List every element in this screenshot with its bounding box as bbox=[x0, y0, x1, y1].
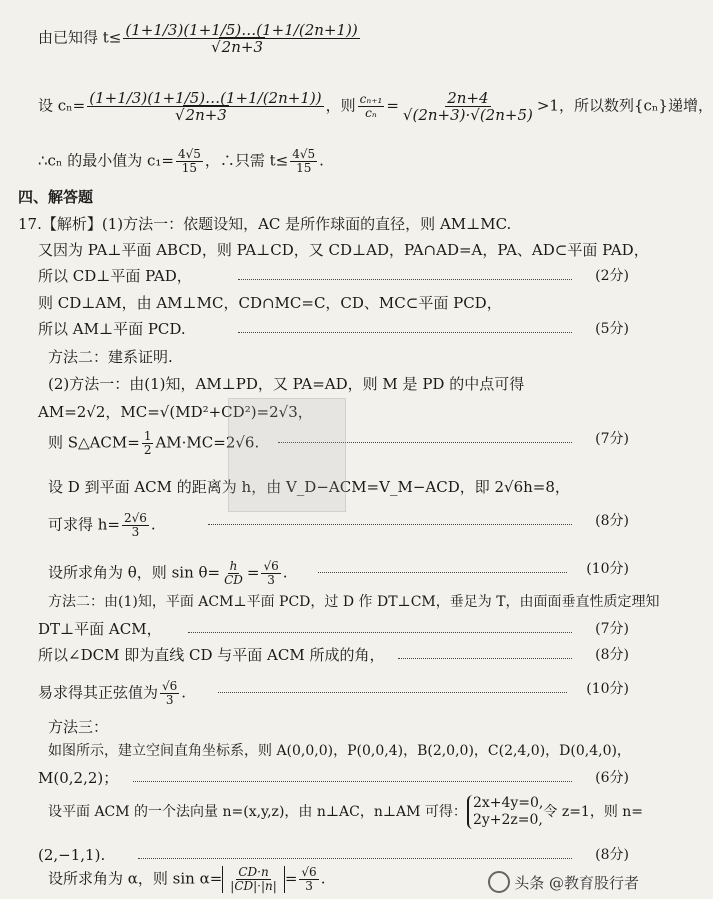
q17-line-5: 所以 AM⊥平面 PCD. (5分) bbox=[38, 320, 629, 338]
section-title: 四、解答题 bbox=[18, 188, 94, 206]
leader-dots bbox=[138, 858, 572, 859]
leader-dots bbox=[188, 632, 572, 633]
leader-dots bbox=[318, 572, 567, 573]
score-label: (8分) bbox=[595, 513, 629, 529]
q17-line-21: (2,−1,1). (8分) bbox=[38, 846, 629, 864]
q17-line-6: 方法二：建系证明. bbox=[48, 348, 173, 366]
q17-line-22: 设所求角为 α，则 sin α= $\frac{CD\cdot n}{|CD|\cdot|n|}$ = $\frac{√6}{3}$ . bbox=[48, 865, 326, 893]
score-label: (7分) bbox=[595, 621, 629, 637]
q17-line-12: 设所求角为 θ，则 sin θ= $\frac{h}{CD}$ = $\frac{√6}{3}$ . (10分) bbox=[48, 559, 629, 587]
leader-dots bbox=[208, 524, 572, 525]
q17-line-17: 方法三： bbox=[48, 718, 109, 736]
score-label: (5分) bbox=[595, 321, 629, 337]
leader-dots bbox=[238, 332, 572, 333]
score-label: (2分) bbox=[595, 268, 629, 284]
score-label: (8分) bbox=[595, 847, 629, 863]
score-label: (7分) bbox=[595, 431, 629, 447]
intro-line-1: 由已知得 t≤ (1+1/3)(1+1/5)…(1+1/(2n+1)) √ 2n+3 bbox=[38, 22, 647, 55]
intro-line-2: 设 cₙ= (1+1/3)(1+1/5)…(1+1/(2n+1)) √ 2n+3 ，则 $\frac{\text{cₙ₊₁}}{\text{cₙ}}$ = $\frac{2n+4}{√(2n+3)\cdot√(2n+5)}$ >1，所以数列{cₙ}递增， bbox=[38, 90, 647, 123]
q17-line-18: 如图所示，建立空间直角坐标系，则 A(0,0,0)，P(0,0,4)，B(2,0,0)，C(2,4,0)，D(0,4,0)， bbox=[48, 743, 631, 759]
q17-line-8: AM=2√2，MC=√(MD²+CD²)=2√3， bbox=[38, 403, 313, 421]
q17-line-3: 所以 CD⊥平面 PAD， (2分) bbox=[38, 267, 629, 285]
watermark-logo-icon bbox=[488, 871, 510, 893]
leader-dots bbox=[218, 692, 567, 693]
watermark-stamp bbox=[228, 398, 346, 512]
intro-line-3: ∴cₙ 的最小值为 c₁= $\frac{4√5}{15}$ ，∴只需 t≤ $\frac{4√5}{15}$ . bbox=[38, 147, 324, 175]
watermark: 头条 @教育股行者 bbox=[488, 871, 639, 893]
q17-line-10: 设 D 到平面 ACM 的距离为 h，由 V_D−ACM=V_M−ACD，即 2√6h=8， bbox=[48, 478, 570, 496]
leader-dots bbox=[238, 279, 572, 280]
q17-line-14: DT⊥平面 ACM， (7分) bbox=[38, 620, 629, 638]
q17-line-7: (2)方法一：由(1)知，AM⊥PD，又 PA=AD，则 M 是 PD 的中点可得 bbox=[48, 375, 525, 393]
q17-line-9: 则 S△ACM= $\frac{1}{2}$ AM·MC=2√6. (7分) bbox=[48, 429, 629, 457]
q17-line-15: 所以∠DCM 即为直线 CD 与平面 ACM 所成的角， (8分) bbox=[38, 646, 629, 664]
q17-line-19: M(0,2,2)； (6分) bbox=[38, 769, 629, 787]
q17-line-13: 方法二：由(1)知，平面 ACM⊥平面 PCD，过 D 作 DT⊥CM，垂足为 T，由面面垂直性质定理知 bbox=[48, 594, 660, 610]
q17-line-20: 设平面 ACM 的一个法向量 n=(x,y,z)，由 n⊥AC，n⊥AM 可得： 2x+4y=0, 2y+2z=0, 令 z=1，则 n= bbox=[48, 795, 644, 828]
q17-line-16: 易求得其正弦值为 $\frac{√6}{3}$ . (10分) bbox=[38, 679, 629, 707]
score-label: (10分) bbox=[586, 561, 629, 577]
q17-line-1: 17.【解析】(1)方法一：依题设知，AC 是所作球面的直径，则 AM⊥MC. bbox=[18, 215, 512, 233]
score-label: (6分) bbox=[595, 770, 629, 786]
leader-dots bbox=[133, 781, 572, 782]
q17-line-4: 则 CD⊥AM，由 AM⊥MC，CD∩MC=C，CD、MC⊂平面 PCD， bbox=[38, 294, 502, 312]
score-label: (10分) bbox=[586, 681, 629, 697]
q17-line-11: 可求得 h= $\frac{2√6}{3}$ . (8分) bbox=[48, 511, 629, 539]
q17-line-2: 又因为 PA⊥平面 ABCD，则 PA⊥CD，又 CD⊥AD，PA∩AD=A，PA、AD⊂平面 PAD， bbox=[38, 241, 649, 259]
equation-system: 2x+4y=0, 2y+2z=0, bbox=[467, 795, 543, 829]
score-label: (8分) bbox=[595, 647, 629, 663]
leader-dots bbox=[398, 658, 572, 659]
